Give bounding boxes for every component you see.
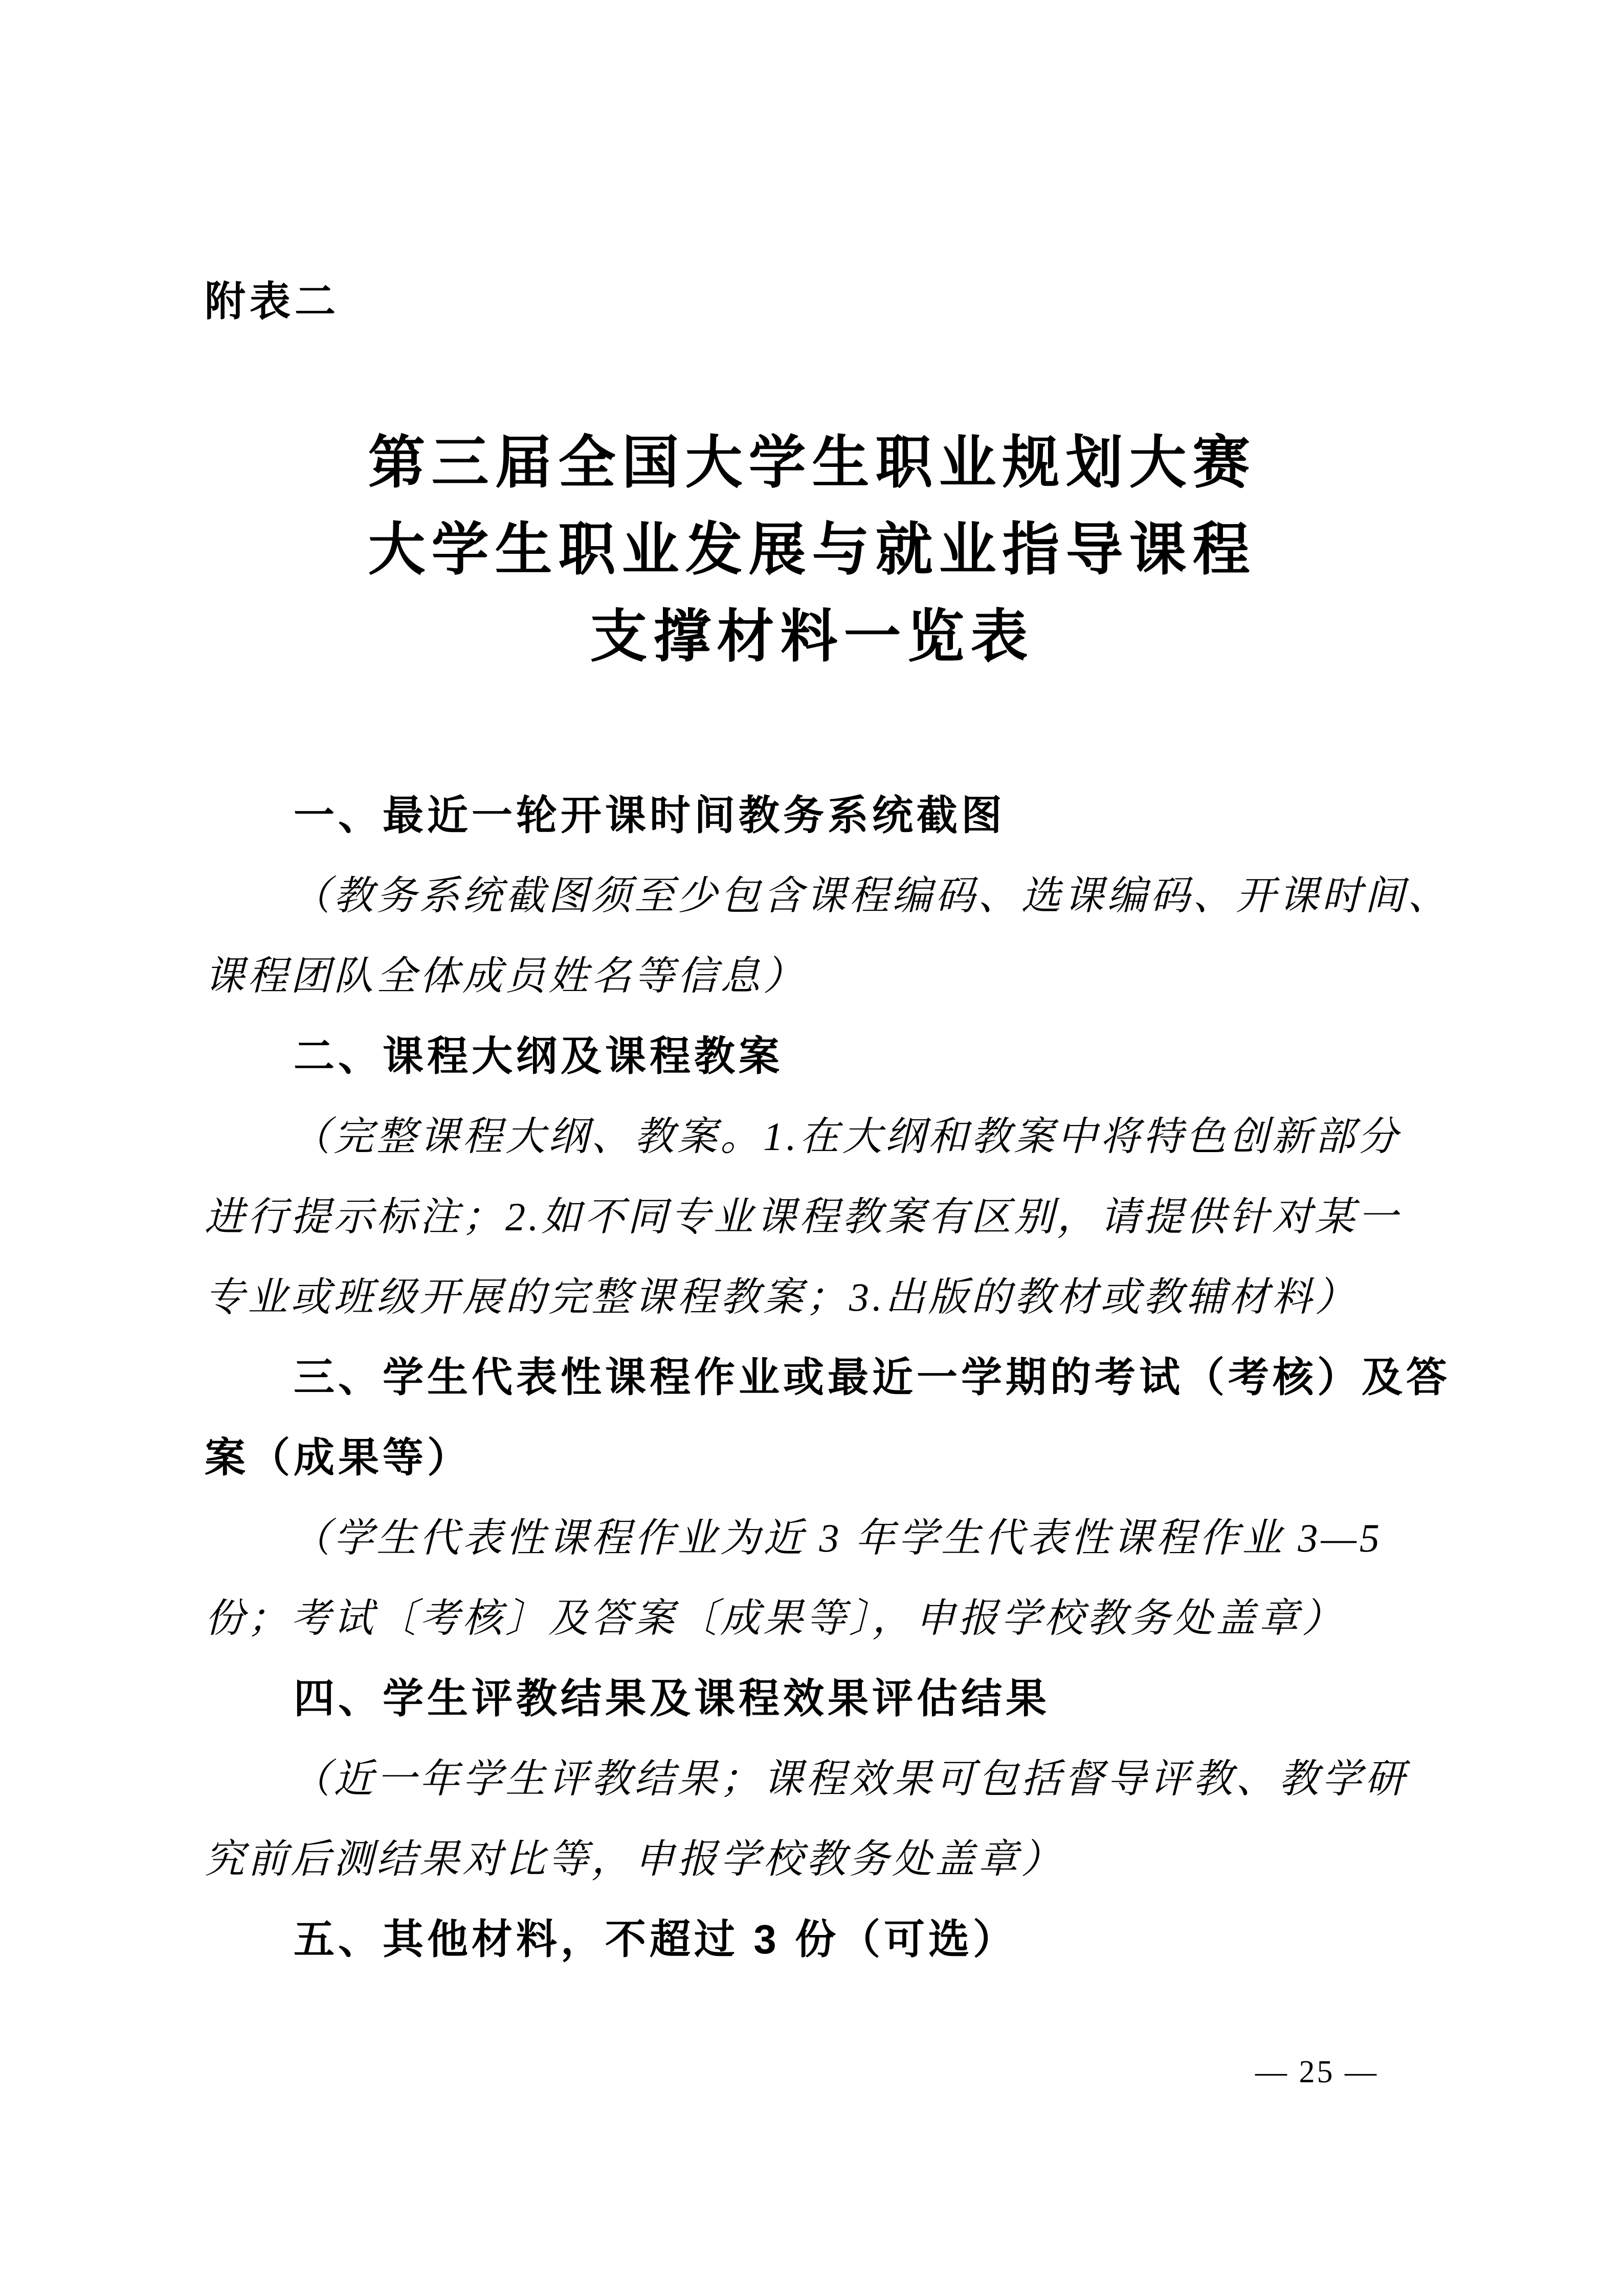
section-4-body-line-2: 究前后测结果对比等，申报学校教务处盖章） <box>205 1837 1064 1881</box>
document-body <box>205 775 1451 1979</box>
section-1-body-line-1: （教务系统截图须至少包含课程编码、选课编码、开课时间、 <box>291 873 1451 918</box>
section-1-heading: 一、最近一轮开课时间教务系统截图 <box>294 793 1006 838</box>
section-4-body-line-1: （近一年学生评教结果；课程效果可包括督导评教、教学研 <box>291 1757 1408 1801</box>
document-title-line: 第三届全国大学生职业规划大赛 <box>368 432 1256 495</box>
section-5-heading: 五、其他材料，不超过 3 份（可选） <box>294 1917 1017 1962</box>
section-2-body-line-3: 专业或班级开展的完整课程教案；3.出版的教材或教辅材料） <box>205 1275 1358 1319</box>
document-title-line: 大学生职业发展与就业指导课程 <box>368 519 1256 582</box>
page-number: — 25 — <box>1255 2055 1378 2089</box>
document-title-line: 支撑材料一览表 <box>590 605 1034 669</box>
section-2-heading: 二、课程大纲及课程教案 <box>294 1033 783 1079</box>
section-2-body-line-1: （完整课程大纲、教案。1.在大纲和教案中将特色创新部分 <box>291 1114 1401 1159</box>
section-3-body-line-2: 份；考试〔考核〕及答案〔成果等〕，申报学校教务处盖章） <box>205 1596 1345 1640</box>
section-1-body-line-2: 课程团队全体成员姓名等信息） <box>205 954 807 998</box>
section-4-heading: 四、学生评教结果及课程效果评估结果 <box>294 1676 1050 1721</box>
section-3-heading-line-1: 三、学生代表性课程作业或最近一学期的考试（考核）及答 <box>294 1355 1451 1400</box>
section-3-heading-line-2: 案（成果等） <box>205 1435 472 1480</box>
section-3-body-line-1: （学生代表性课程作业为近 3 年学生代表性课程作业 3—5 <box>291 1516 1383 1560</box>
section-2-body-line-2: 进行提示标注；2.如不同专业课程教案有区别，请提供针对某一 <box>205 1195 1401 1239</box>
document-title <box>0 420 1624 681</box>
attachment-label: 附表二 <box>205 279 340 324</box>
